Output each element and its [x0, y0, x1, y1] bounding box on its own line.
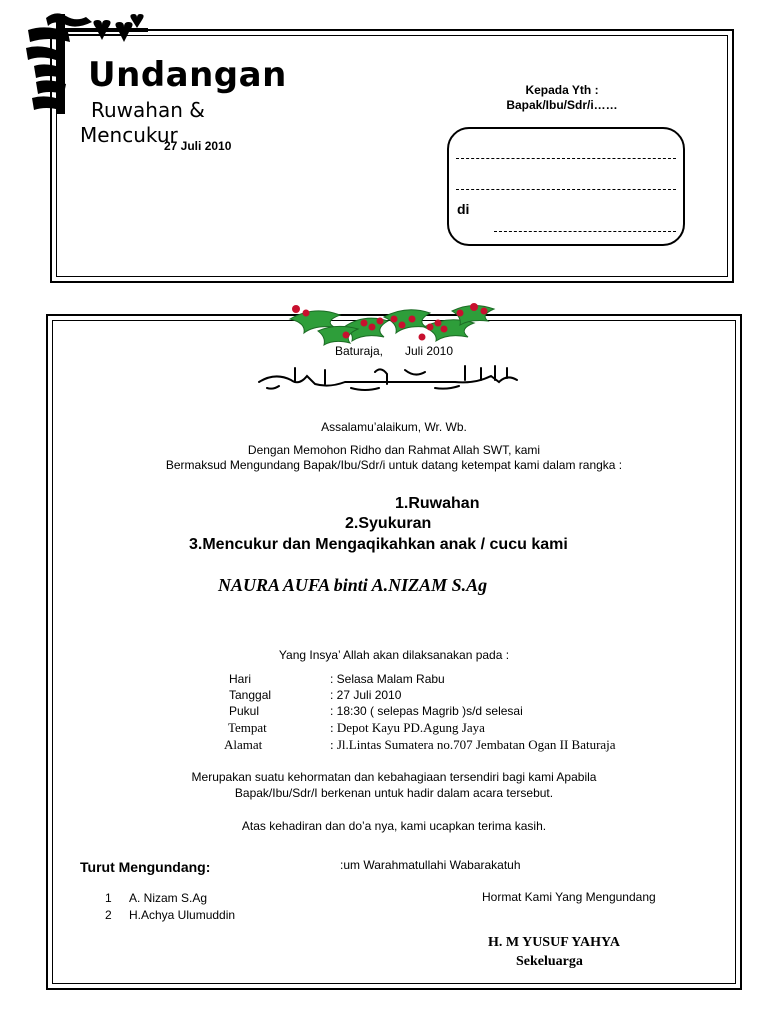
address-line-2	[456, 189, 676, 190]
detail-value-pukul: : 18:30 ( selepas Magrib )s/d selesai	[330, 704, 523, 718]
letter-date: Juli 2010	[404, 344, 454, 358]
thanks-line: Atas kehadiran dan do’a nya, kami ucapkan terima kasih.	[241, 819, 547, 833]
invitation-subtitle-line1: Ruwahan &	[91, 98, 205, 122]
detail-value-alamat: : Jl.Lintas Sumatera no.707 Jembatan Ogan II Baturaja	[330, 737, 616, 752]
co-inviter-name: A. Nizam S.Ag	[129, 891, 208, 905]
detail-label-hari: Hari	[229, 672, 252, 686]
co-inviter-number: 1	[105, 891, 112, 905]
address-line-1	[456, 158, 676, 159]
co-inviters-heading: Turut Mengundang:	[80, 859, 211, 875]
respect-line-1: Merupakan suatu kehormatan dan kebahagiaan tersendiri bagi kami Apabila	[191, 770, 597, 784]
schedule-intro: Yang Insya’ Allah akan dilaksanakan pada :	[278, 648, 510, 662]
address-di-label: di	[457, 201, 470, 217]
detail-label-pukul: Pukul	[229, 704, 260, 718]
intro-line-1: Dengan Memohon Ridho dan Rahmat Allah SWT, kami	[247, 443, 541, 457]
recipient-heading: Kepada Yth :	[525, 83, 599, 97]
event-item-1: 1.Ruwahan	[395, 495, 480, 512]
opening-greeting: Assalamu’alaikum, Wr. Wb.	[321, 420, 467, 434]
child-name: NAURA AUFA binti A.NIZAM S.Ag	[218, 575, 488, 595]
event-item-2: 2.Syukuran	[345, 515, 432, 532]
letter-place: Baturaja,	[334, 344, 383, 358]
co-inviter-name: H.Achya Ulumuddin	[129, 908, 236, 922]
address-line-3	[494, 231, 676, 232]
address-box	[447, 127, 685, 246]
envelope-date: 27 Juli 2010	[164, 139, 232, 153]
detail-label-tempat: Tempat	[228, 720, 267, 735]
detail-value-hari: : Selasa Malam Rabu	[330, 672, 445, 686]
invitation-subtitle-line2: Mencukur	[80, 123, 178, 147]
detail-value-tempat: : Depot Kayu PD.Agung Jaya	[330, 720, 485, 735]
intro-line-2: Bermaksud Mengundang Bapak/Ibu/Sdr/i untuk datang ketempat kami dalam rangka :	[165, 458, 623, 472]
co-inviter-number: 2	[105, 908, 112, 922]
detail-value-tanggal: : 27 Juli 2010	[330, 688, 402, 702]
closing-greeting: :um Warahmatullahi Wabarakatuh	[340, 858, 521, 872]
detail-label-alamat: Alamat	[224, 737, 263, 752]
detail-label-tanggal: Tanggal	[229, 688, 272, 702]
invitation-title: Undangan	[88, 55, 287, 95]
recipient-salutation: Bapak/Ibu/Sdr/i……	[506, 98, 618, 112]
signer-name: H. M YUSUF YAHYA	[488, 935, 620, 950]
signer-family: Sekeluarga	[516, 954, 583, 969]
respect-line-2: Bapak/Ibu/Sdr/I berkenan untuk hadir dalam acara tersebut.	[234, 786, 554, 800]
bismillah-calligraphy-icon	[255, 362, 523, 392]
place-and-date	[46, 344, 742, 358]
holly-leaves-icon	[284, 297, 498, 347]
sign-off: Hormat Kami Yang Mengundang	[482, 890, 656, 904]
event-item-3: 3.Mencukur dan Mengaqikahkan anak / cucu kami	[189, 536, 568, 553]
